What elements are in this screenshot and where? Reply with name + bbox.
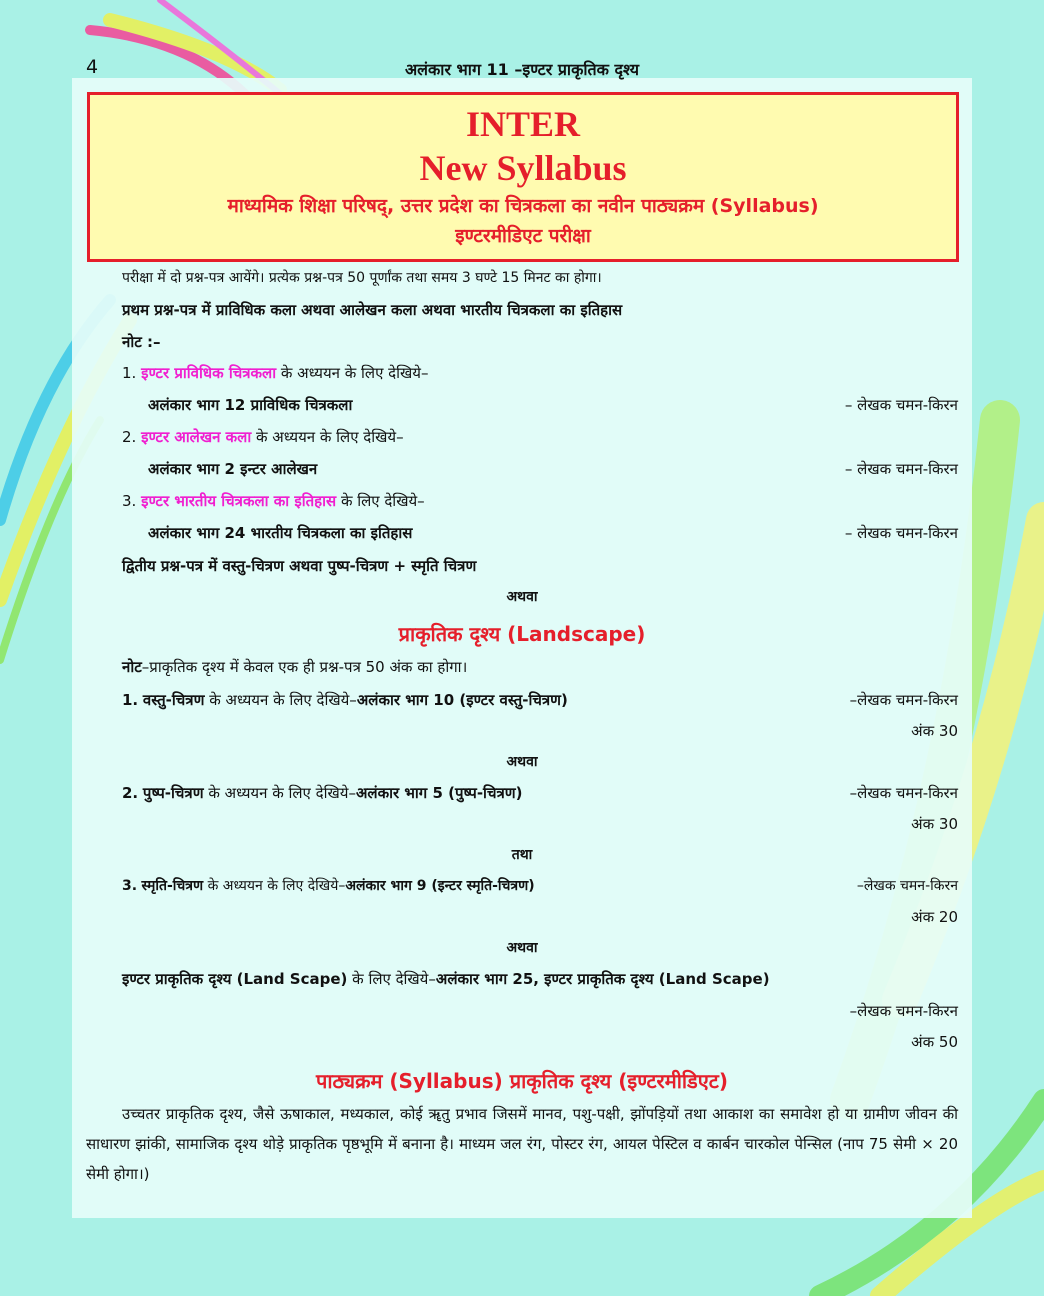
note-book-3: अलंकार भाग 24 भारतीय चित्रकला का इतिहास – लेखक चमन-किरन <box>148 524 958 542</box>
inter-landscape-item: इण्टर प्राकृतिक दृश्य (Land Scape) के लिए देखिये–अलंकार भाग 25, इण्टर प्राकृतिक दृश्य (Land Scape) <box>122 970 770 988</box>
item-3-marks: अंक 20 <box>911 908 958 926</box>
landscape-heading: प्राकृतिक दृश्य (Landscape) <box>398 622 646 646</box>
item-2: 2. पुष्प-चित्रण के अध्ययन के लिए देखिये–अलंकार भाग 5 (पुष्प-चित्रण) –लेखक चमन-किरन <box>122 784 958 802</box>
inter-landscape-author: –लेखक चमन-किरन <box>849 1002 958 1020</box>
note-book-2: अलंकार भाग 2 इन्टर आलेखन – लेखक चमन-किरन <box>148 460 958 478</box>
item-1-marks: अंक 30 <box>911 722 958 740</box>
note-item-2: 2. इण्टर आलेखन कला के अध्ययन के लिए देखिये– <box>122 428 404 446</box>
running-header: अलंकार भाग 11 –इण्टर प्राकृतिक दृश्य <box>404 60 640 79</box>
and-divider: तथा <box>511 847 533 863</box>
or-divider: अथवा <box>506 589 538 605</box>
or-divider: अथवा <box>506 754 538 770</box>
note-item-1: 1. इण्टर प्राविधिक चित्रकला के अध्ययन के लिए देखिये– <box>122 364 429 382</box>
title-new-syllabus: New Syllabus <box>419 148 627 188</box>
inter-landscape-marks: अंक 50 <box>911 1033 958 1051</box>
item-1: 1. वस्तु-चित्रण के अध्ययन के लिए देखिये–अलंकार भाग 10 (इण्टर वस्तु-चित्रण) –लेखक चमन-किरन <box>122 691 958 709</box>
title-box <box>87 92 959 262</box>
second-paper: द्वितीय प्रश्न-पत्र में वस्तु-चित्रण अथवा पुष्प-चित्रण + स्मृति चित्रण <box>122 557 477 575</box>
item-3: 3. स्मृति-चित्रण के अध्ययन के लिए देखिये–अलंकार भाग 9 (इन्टर स्मृति-चित्रण) –लेखक चमन-किरन <box>122 878 958 894</box>
title-exam: इण्टरमीडिएट परीक्षा <box>455 225 591 247</box>
intro-text: परीक्षा में दो प्रश्न-पत्र आयेंगे। प्रत्येक प्रश्न-पत्र 50 पूर्णांक तथा समय 3 घण्टे 15 मिनट का होगा। <box>122 270 602 286</box>
or-divider: अथवा <box>506 940 538 956</box>
note-label: नोट :– <box>122 333 161 351</box>
title-inter: INTER <box>465 104 581 144</box>
item-2-marks: अंक 30 <box>911 815 958 833</box>
note-book-1: अलंकार भाग 12 प्राविधिक चित्रकला – लेखक चमन-किरन <box>148 396 958 414</box>
first-paper: प्रथम प्रश्न-पत्र में प्राविधिक कला अथवा आलेखन कला अथवा भारतीय चित्रकला का इतिहास <box>122 301 623 319</box>
landscape-note: नोट–प्राकृतिक दृश्य में केवल एक ही प्रश्न-पत्र 50 अंक का होगा। <box>122 658 468 676</box>
note-item-3: 3. इण्टर भारतीय चित्रकला का इतिहास के लिए देखिये– <box>122 492 425 510</box>
title-board: माध्यमिक शिक्षा परिषद्, उत्तर प्रदेश का चित्रकला का नवीन पाठ्यक्रम (Syllabus) <box>227 195 819 217</box>
page-number: 4 <box>86 56 99 78</box>
syllabus-heading: पाठ्यक्रम (Syllabus) प्राकृतिक दृश्य (इण्टरमीडिएट) <box>315 1069 729 1093</box>
syllabus-paragraph: उच्चतर प्राकृतिक दृश्य, जैसे ऊषाकाल, मध्यकाल, कोई ॠतु प्रभाव जिसमें मानव, पशु-पक्षी, झोंपड़ियों तथा आकाश का समावेश हो या ग्रामीण जीवन की साधारण झांकी, सामाजिक दृश्य थोड़े प्राकृतिक पृष्ठभूमि में बनाना है। माध्यम जल रंग, पोस्टर रंग, आयल पेस्टिल व कार्बन चारकोल पेन्सिल (नाप 75 सेमी × 20 सेमी होगा।) <box>86 1105 958 1183</box>
